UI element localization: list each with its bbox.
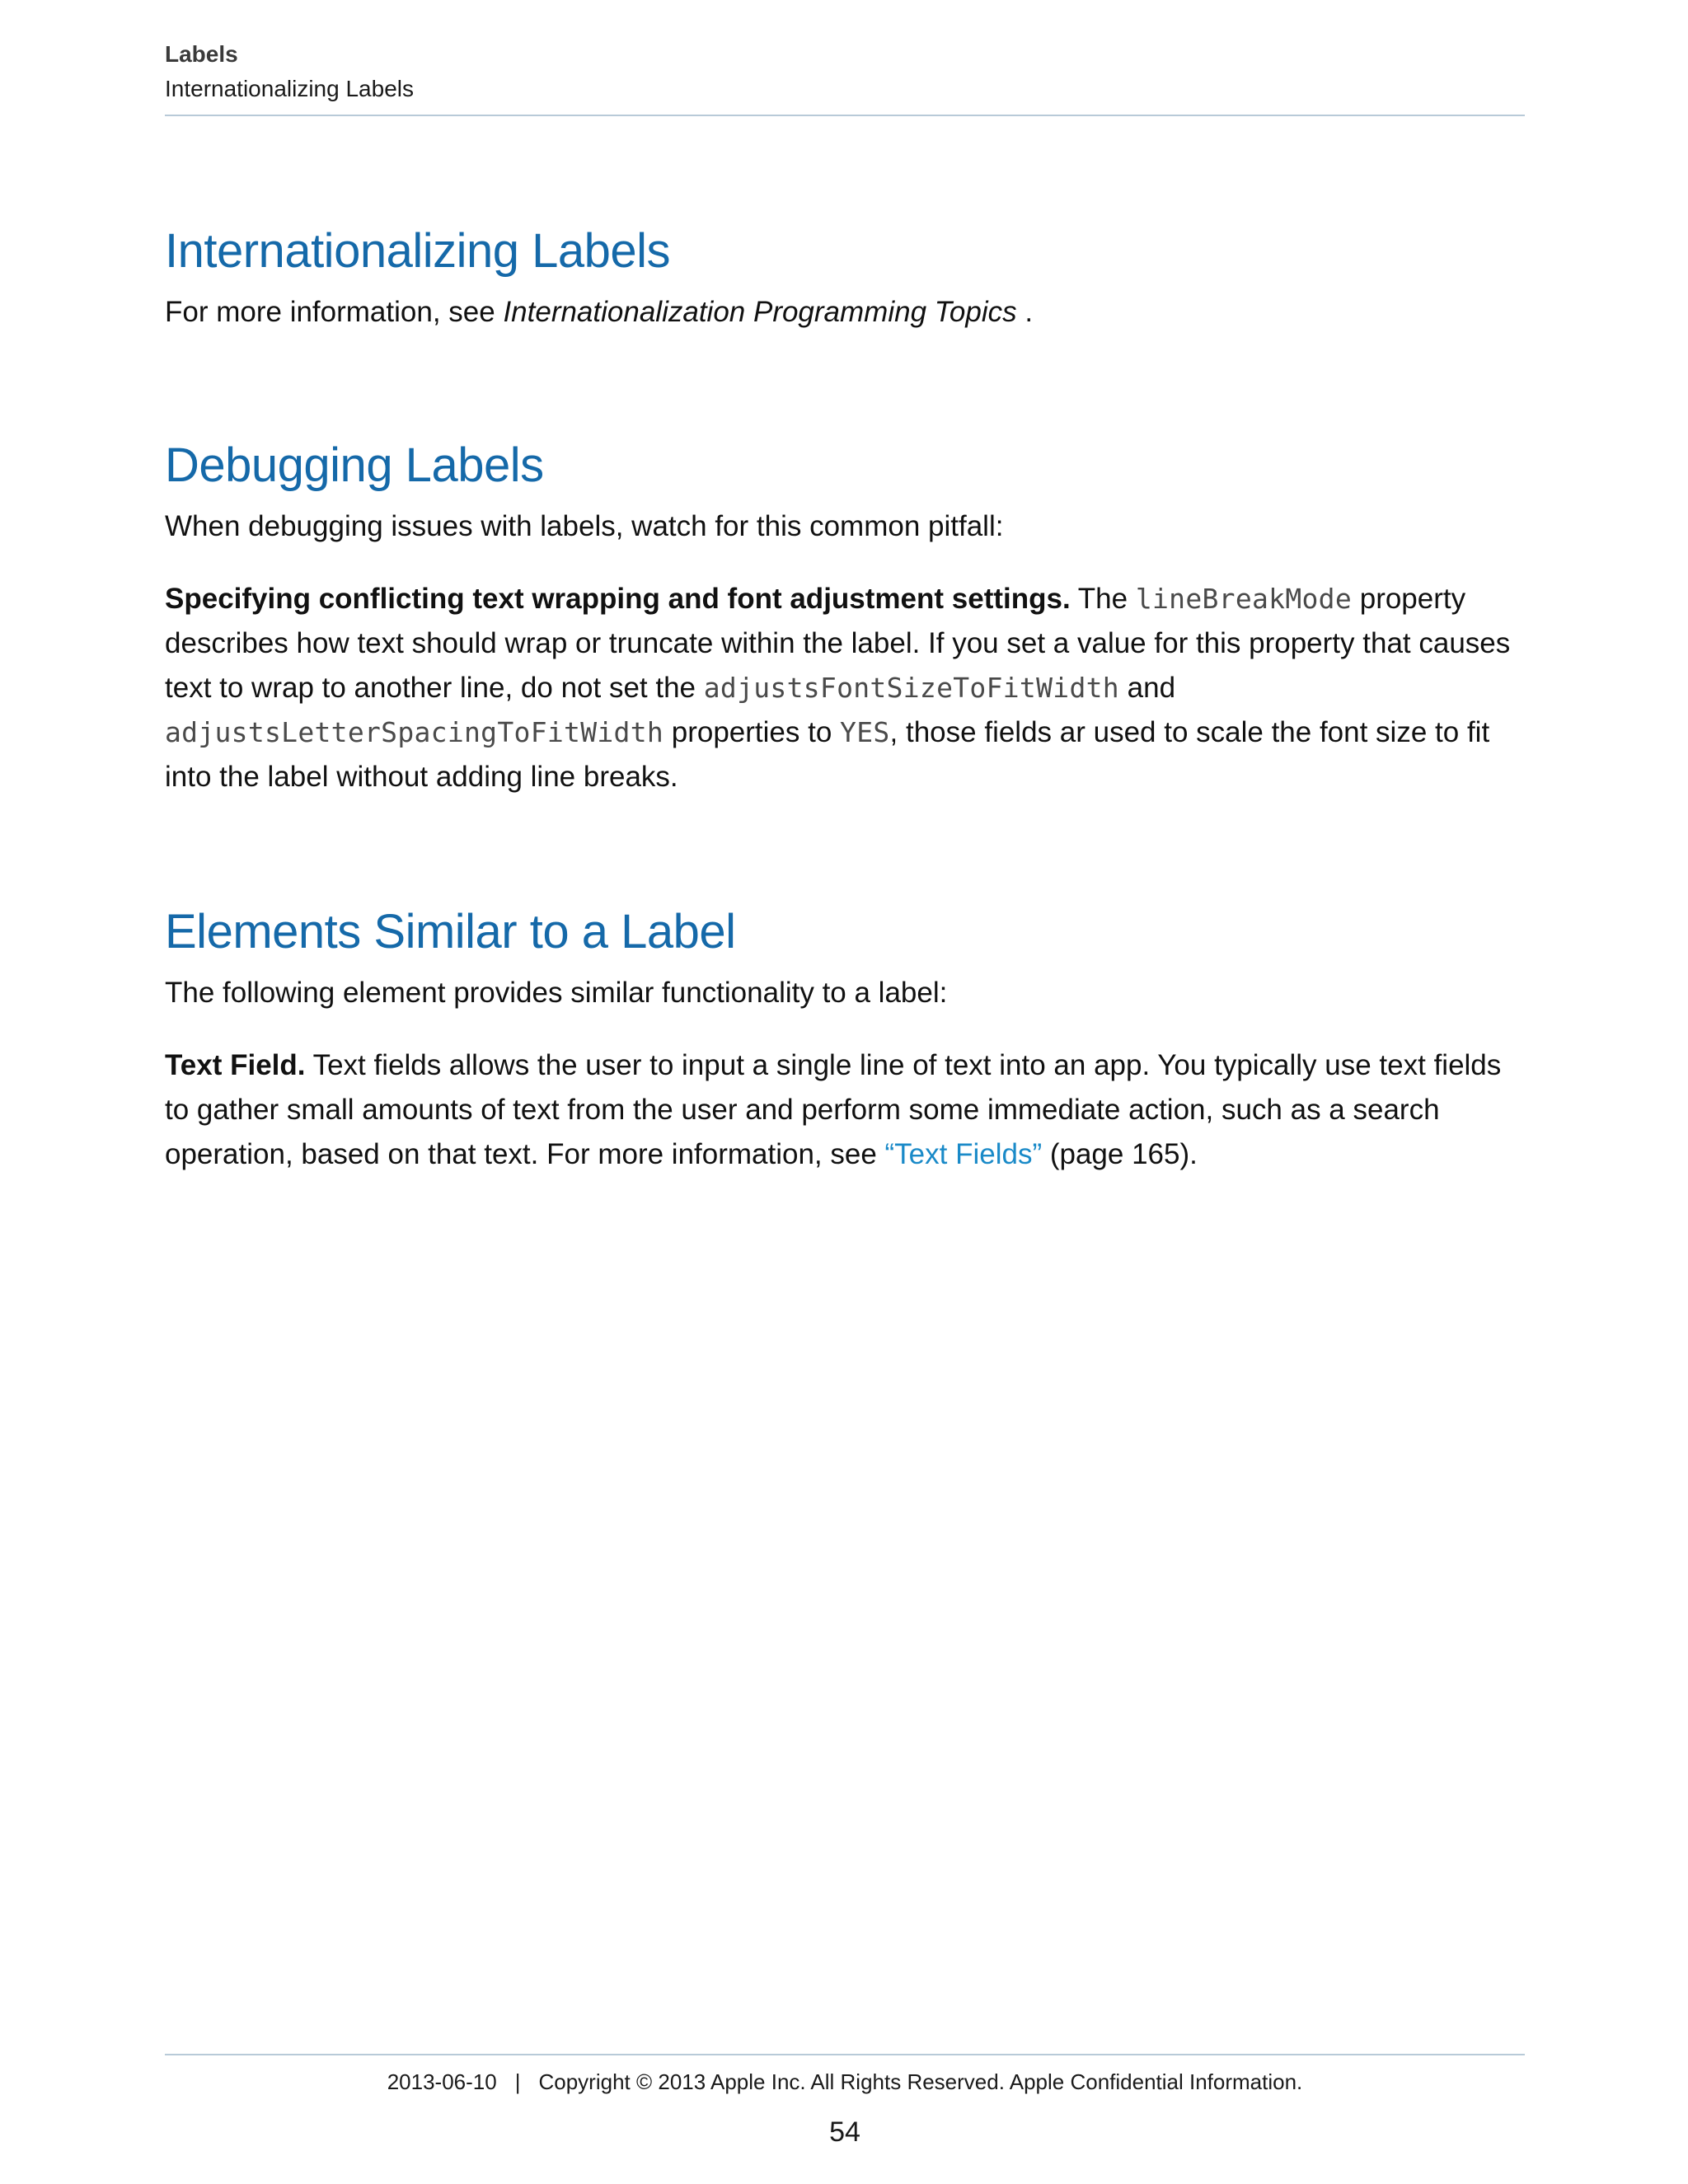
text: . (1016, 296, 1034, 328)
code-linebreakmode: lineBreakMode (1135, 583, 1352, 615)
heading-internationalizing-labels: Internationalizing Labels (165, 224, 671, 278)
text: For more information, see (165, 296, 504, 328)
header-chapter: Labels (165, 41, 238, 67)
footer-date: 2013-06-10 (387, 2069, 497, 2094)
text: properties to (663, 716, 841, 748)
reference-title: Internationalization Programming Topics (503, 296, 1017, 328)
heading-elements-similar: Elements Similar to a Label (165, 905, 736, 958)
text-field-lead: Text Field. (165, 1049, 306, 1081)
text-field-paragraph (165, 1043, 1526, 1177)
internationalizing-paragraph (165, 290, 1526, 335)
footer-copyright: Copyright © 2013 Apple Inc. All Rights Reserved. Apple Confidential Information. (538, 2069, 1303, 2094)
header-divider (165, 115, 1525, 116)
code-adjustsletterspacing: adjustsLetterSpacingToFitWidth (165, 716, 664, 748)
pitfall-lead: Specifying conflicting text wrapping and font adjustment settings. (165, 583, 1071, 615)
text: property describes how text should wrap or truncate within the label. If you set a value for this property that causes text to wrap to another line, do not set the (165, 583, 1511, 704)
footer-divider (165, 2054, 1525, 2055)
debugging-intro: When debugging issues with labels, watch for this common pitfall: (165, 510, 1004, 542)
header-section: Internationalizing Labels (165, 76, 414, 101)
page-number: 54 (829, 2116, 860, 2148)
code-adjustsfontsize: adjustsFontSizeToFitWidth (703, 672, 1119, 704)
text-fields-link[interactable]: “Text Fields” (884, 1138, 1043, 1170)
text: and (1118, 672, 1176, 704)
page-content (165, 223, 1526, 1177)
footer (165, 2069, 1525, 2095)
text: (page 165). (1042, 1138, 1198, 1170)
similar-intro: The following element provides similar functionality to a label: (165, 977, 948, 1009)
debugging-pitfall (165, 577, 1526, 799)
code-yes: YES (840, 716, 890, 748)
text: The (1070, 583, 1136, 615)
running-header (165, 40, 1525, 104)
text: , those fields ar used to scale the font size to fit into the label without adding line breaks. (165, 716, 1490, 793)
footer-separator: | (514, 2069, 521, 2094)
heading-debugging-labels: Debugging Labels (165, 438, 544, 492)
text: Text fields allows the user to input a single line of text into an app. You typically use text fields to gather small amounts of text from the user and perform some immediate action, such as a search operation, based on that text. For more information, see (165, 1049, 1502, 1170)
